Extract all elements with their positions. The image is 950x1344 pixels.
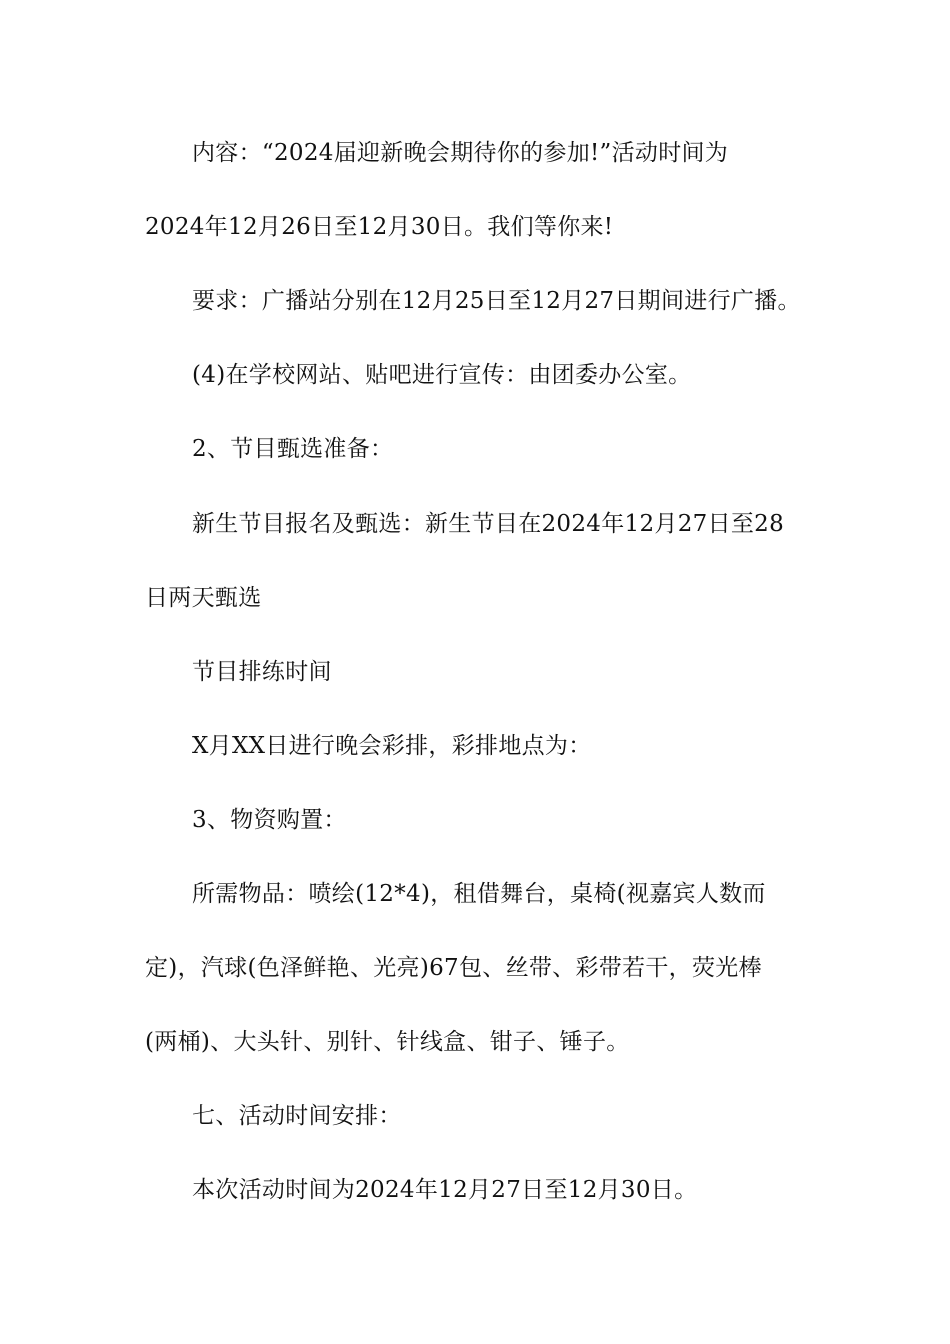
paragraph-signup-line-1: 新生节目报名及甄选：新生节目在2024年12月27日至28 <box>192 511 785 537</box>
paragraph-requirement: 要求：广播站分别在12月25日至12月27日期间进行广播。 <box>192 288 801 314</box>
paragraph-supplies-line-2: 定)，汽球(色泽鲜艳、光亮)67包、丝带、彩带若干，荧光棒 <box>145 955 762 981</box>
section-heading-schedule: 七、活动时间安排： <box>192 1103 402 1129</box>
section-heading-supplies: 3、物资购置： <box>192 807 347 833</box>
paragraph-content-line-1: 内容：“2024届迎新晚会期待你的参加!”活动时间为 <box>192 140 729 166</box>
paragraph-content-line-2: 2024年12月26日至12月30日。我们等你来! <box>145 214 614 240</box>
paragraph-signup-line-2: 日两天甄选 <box>145 585 262 611</box>
section-heading-program-selection: 2、节目甄选准备： <box>192 436 394 462</box>
paragraph-schedule: 本次活动时间为2024年12月27日至12月30日。 <box>192 1177 698 1203</box>
paragraph-website-promotion: (4)在学校网站、贴吧进行宣传：由团委办公室。 <box>192 362 692 388</box>
subheading-rehearsal-time: 节目排练时间 <box>192 659 332 685</box>
paragraph-supplies-line-3: (两桶)、大头针、别针、针线盒、钳子、锤子。 <box>145 1029 630 1055</box>
paragraph-rehearsal: X月XX日进行晚会彩排，彩排地点为： <box>192 733 592 759</box>
paragraph-supplies-line-1: 所需物品：喷绘(12*4)，租借舞台，桌椅(视嘉宾人数而 <box>192 881 766 907</box>
